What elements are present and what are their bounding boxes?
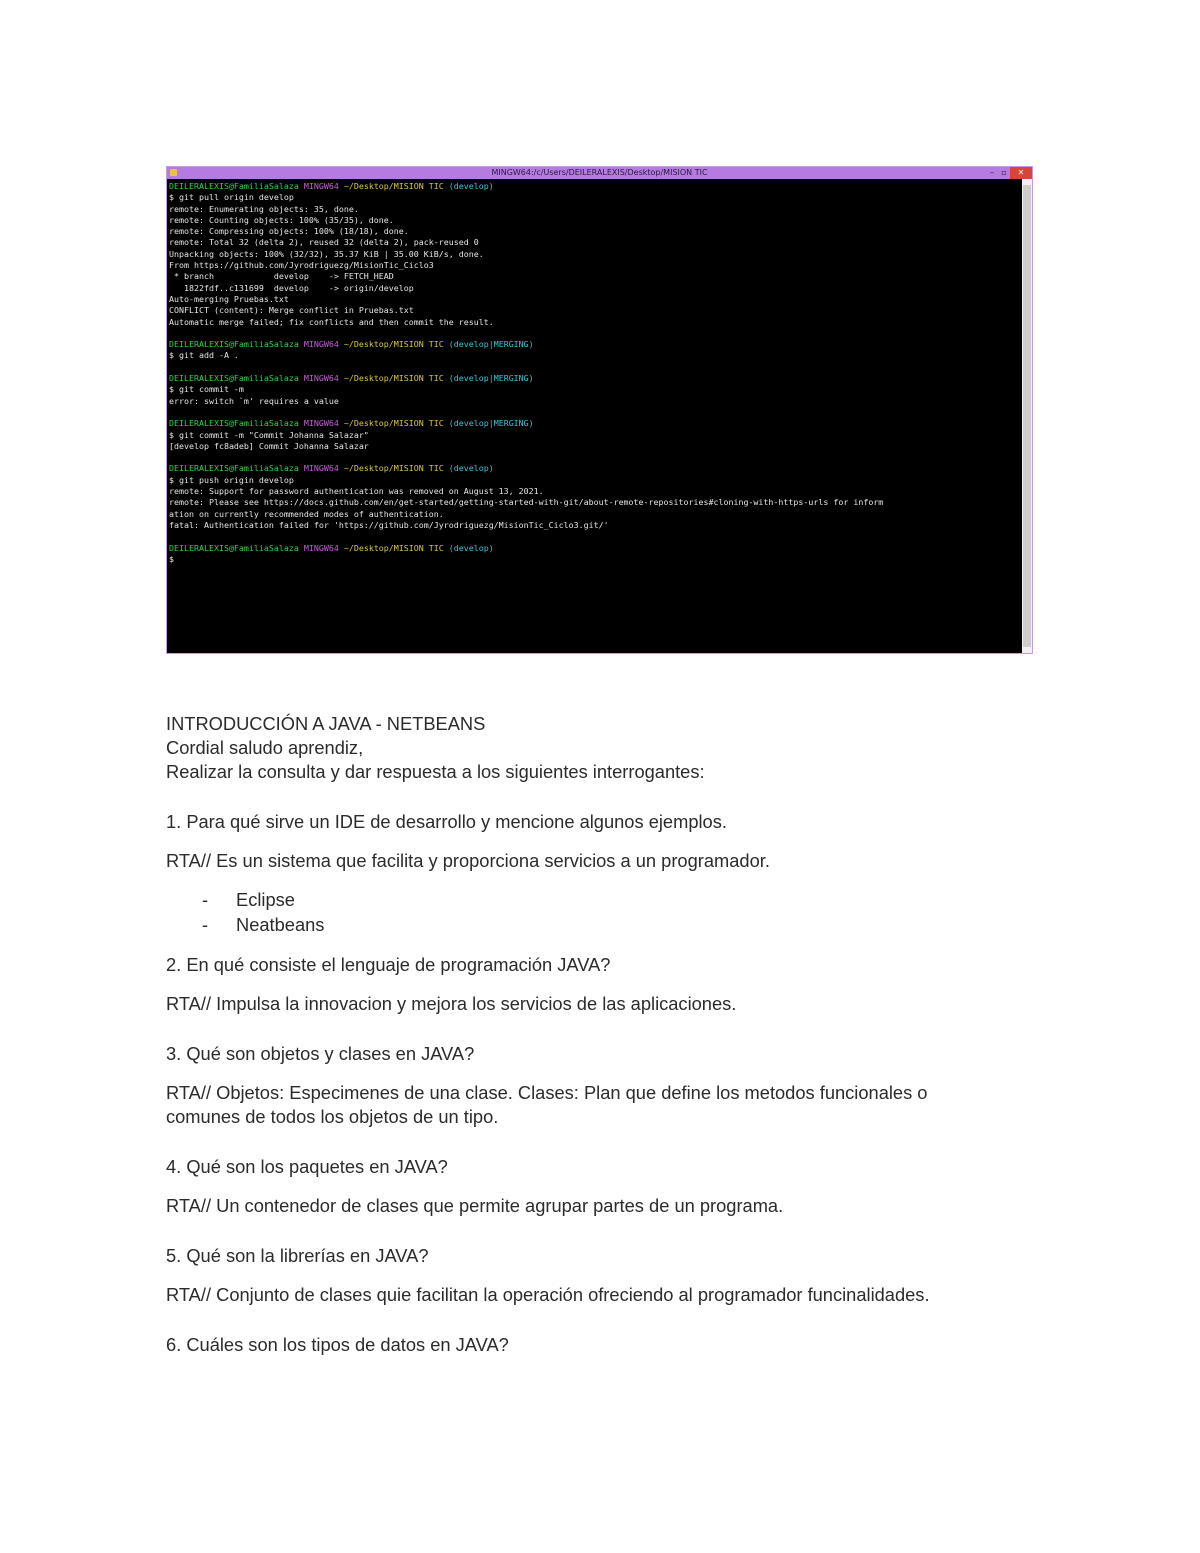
doc-greeting: Cordial saludo aprendiz, [166, 737, 364, 758]
terminal-line [169, 317, 1020, 328]
answer-1: RTA// Es un sistema que facilita y proporciona servicios a un programador. [166, 850, 770, 871]
terminal-text: Automatic merge failed; fix conflicts and then commit the result. [169, 316, 494, 327]
terminal-text: $ git commit -m [169, 384, 244, 395]
terminal-text: ~/Desktop/MISION TIC [343, 418, 449, 429]
minimize-button[interactable]: – [990, 168, 994, 177]
list-item [166, 888, 1026, 913]
terminal-text: (develop) [448, 542, 494, 553]
terminal-text: remote: Compressing objects: 100% (18/18), done. [169, 226, 409, 237]
terminal-line [169, 396, 1020, 407]
terminal-text: * branch develop -> FETCH_HEAD [169, 271, 394, 282]
terminal-text: $ git push origin develop [169, 474, 294, 485]
close-button[interactable]: ✕ [1010, 167, 1032, 179]
terminal-line [169, 509, 1020, 520]
doc-heading: INTRODUCCIÓN A JAVA - NETBEANS [166, 713, 486, 734]
terminal-line [169, 215, 1020, 226]
terminal-text: remote: Please see https://docs.github.com/en/get-started/getting-started-with-git/about-remote-repositories#cloning-with-https-urls for inform [169, 497, 884, 508]
terminal-title: MINGW64:/c/Users/DEILERALEXIS/Desktop/MISION TIC [491, 168, 708, 177]
terminal-text: MINGW64 [303, 339, 344, 350]
terminal-text: ~/Desktop/MISION TIC [343, 181, 449, 191]
terminal-text: ation on currently recommended modes of authentication. [169, 508, 444, 519]
answer-3-line-2: comunes de todos los objetos de un tipo. [166, 1106, 499, 1127]
terminal-text: (develop) [448, 181, 494, 191]
question-5: 5. Qué son la librerías en JAVA? [166, 1245, 429, 1266]
bullet-dash: - [202, 889, 209, 910]
answer-1-list [166, 888, 1026, 938]
question-1: 1. Para qué sirve un IDE de desarrollo y mencione algunos ejemplos. [166, 811, 727, 832]
terminal-text: MINGW64 [303, 373, 344, 384]
terminal-text: $ [169, 553, 174, 564]
terminal-text: From https://github.com/Jyrodriguezg/MisionTic_Ciclo3 [169, 260, 434, 271]
terminal-text: $ git commit -m "Commit Johanna Salazar" [169, 429, 369, 440]
list-item-text: Neatbeans [236, 914, 325, 935]
terminal-line [169, 181, 1020, 192]
terminal-text: MINGW64 [303, 542, 344, 553]
terminal-output[interactable] [167, 179, 1022, 653]
terminal-line [169, 192, 1020, 203]
terminal-text: MINGW64 [303, 181, 344, 191]
terminal-text: Unpacking objects: 100% (32/32), 35.37 KiB | 35.00 KiB/s, done. [169, 248, 484, 259]
terminal-line [169, 237, 1020, 248]
terminal-text: ~/Desktop/MISION TIC [343, 463, 449, 474]
mingw-app-icon [170, 169, 177, 176]
terminal-text: remote: Support for password authentication was removed on August 13, 2021. [169, 486, 544, 497]
list-item-text: Eclipse [236, 889, 295, 910]
answer-5: RTA// Conjunto de clases quie facilitan la operación ofreciendo al programador funcinalidades. [166, 1284, 930, 1305]
terminal-line [169, 531, 1020, 542]
terminal-line [169, 294, 1020, 305]
terminal-text: remote: Counting objects: 100% (35/35), done. [169, 214, 394, 225]
terminal-window [166, 166, 1033, 654]
terminal-text: ~/Desktop/MISION TIC [343, 373, 449, 384]
terminal-line [169, 283, 1020, 294]
terminal-text: 1822fdf..c131699 develop -> origin/develop [169, 282, 414, 293]
terminal-line [169, 452, 1020, 463]
terminal-line [169, 384, 1020, 395]
answer-3-line-1: RTA// Objetos: Especimenes de una clase. Clases: Plan que define los metodos funcionales o [166, 1082, 928, 1103]
terminal-text: [develop fc8adeb] Commit Johanna Salazar [169, 440, 369, 451]
terminal-line [169, 407, 1020, 418]
terminal-text: (develop|MERGING) [448, 373, 534, 384]
terminal-line [169, 497, 1020, 508]
terminal-text: fatal: Authentication failed for 'https://github.com/Jyrodriguezg/MisionTic_Ciclo3.git/' [169, 519, 609, 530]
terminal-line [169, 475, 1020, 486]
terminal-line [169, 441, 1020, 452]
terminal-scrollbar[interactable] [1022, 179, 1032, 653]
terminal-line [169, 554, 1020, 565]
terminal-line [169, 271, 1020, 282]
terminal-line [169, 249, 1020, 260]
terminal-text: ~/Desktop/MISION TIC [343, 339, 449, 350]
terminal-text: MINGW64 [303, 418, 344, 429]
terminal-line [169, 350, 1020, 361]
document-body [166, 712, 1026, 1357]
terminal-text: DEILERALEXIS@FamiliaSalaza [169, 463, 304, 474]
answer-4: RTA// Un contenedor de clases que permite agrupar partes de un programa. [166, 1195, 784, 1216]
terminal-line [169, 305, 1020, 316]
terminal-text: Auto-merging Pruebas.txt [169, 293, 289, 304]
terminal-text: remote: Total 32 (delta 2), reused 32 (delta 2), pack-reused 0 [169, 237, 479, 248]
terminal-text: CONFLICT (content): Merge conflict in Pruebas.txt [169, 305, 414, 316]
terminal-text: DEILERALEXIS@FamiliaSalaza [169, 542, 304, 553]
terminal-line [169, 204, 1020, 215]
terminal-text: remote: Enumerating objects: 35, done. [169, 203, 359, 214]
terminal-line [169, 373, 1020, 384]
terminal-text: DEILERALEXIS@FamiliaSalaza [169, 339, 304, 350]
terminal-line [169, 226, 1020, 237]
terminal-text: $ git pull origin develop [169, 192, 294, 203]
terminal-text: error: switch `m' requires a value [169, 395, 339, 406]
doc-instruction: Realizar la consulta y dar respuesta a los siguientes interrogantes: [166, 761, 705, 782]
terminal-text: (develop) [448, 463, 494, 474]
scrollbar-thumb[interactable] [1023, 185, 1031, 647]
list-item [166, 913, 1026, 938]
terminal-line [169, 260, 1020, 271]
terminal-text: DEILERALEXIS@FamiliaSalaza [169, 418, 304, 429]
terminal-line [169, 543, 1020, 554]
terminal-text: DEILERALEXIS@FamiliaSalaza [169, 373, 304, 384]
terminal-line [169, 520, 1020, 531]
question-6: 6. Cuáles son los tipos de datos en JAVA? [166, 1334, 509, 1355]
terminal-titlebar [167, 167, 1032, 179]
maximize-button[interactable]: ▫ [1001, 168, 1007, 177]
terminal-text: MINGW64 [303, 463, 344, 474]
question-2: 2. En qué consiste el lenguaje de programación JAVA? [166, 954, 611, 975]
answer-2: RTA// Impulsa la innovacion y mejora los servicios de las aplicaciones. [166, 993, 737, 1014]
terminal-line [169, 486, 1020, 497]
terminal-text: (develop|MERGING) [448, 339, 534, 350]
terminal-text: ~/Desktop/MISION TIC [343, 542, 449, 553]
terminal-line [169, 430, 1020, 441]
bullet-dash: - [202, 914, 209, 935]
terminal-line [169, 328, 1020, 339]
terminal-text: DEILERALEXIS@FamiliaSalaza [169, 181, 304, 191]
terminal-text: (develop|MERGING) [448, 418, 534, 429]
terminal-line [169, 339, 1020, 350]
terminal-line [169, 418, 1020, 429]
terminal-text: $ git add -A . [169, 350, 239, 361]
question-4: 4. Qué son los paquetes en JAVA? [166, 1156, 448, 1177]
terminal-line [169, 463, 1020, 474]
question-3: 3. Qué son objetos y clases en JAVA? [166, 1043, 475, 1064]
terminal-line [169, 362, 1020, 373]
